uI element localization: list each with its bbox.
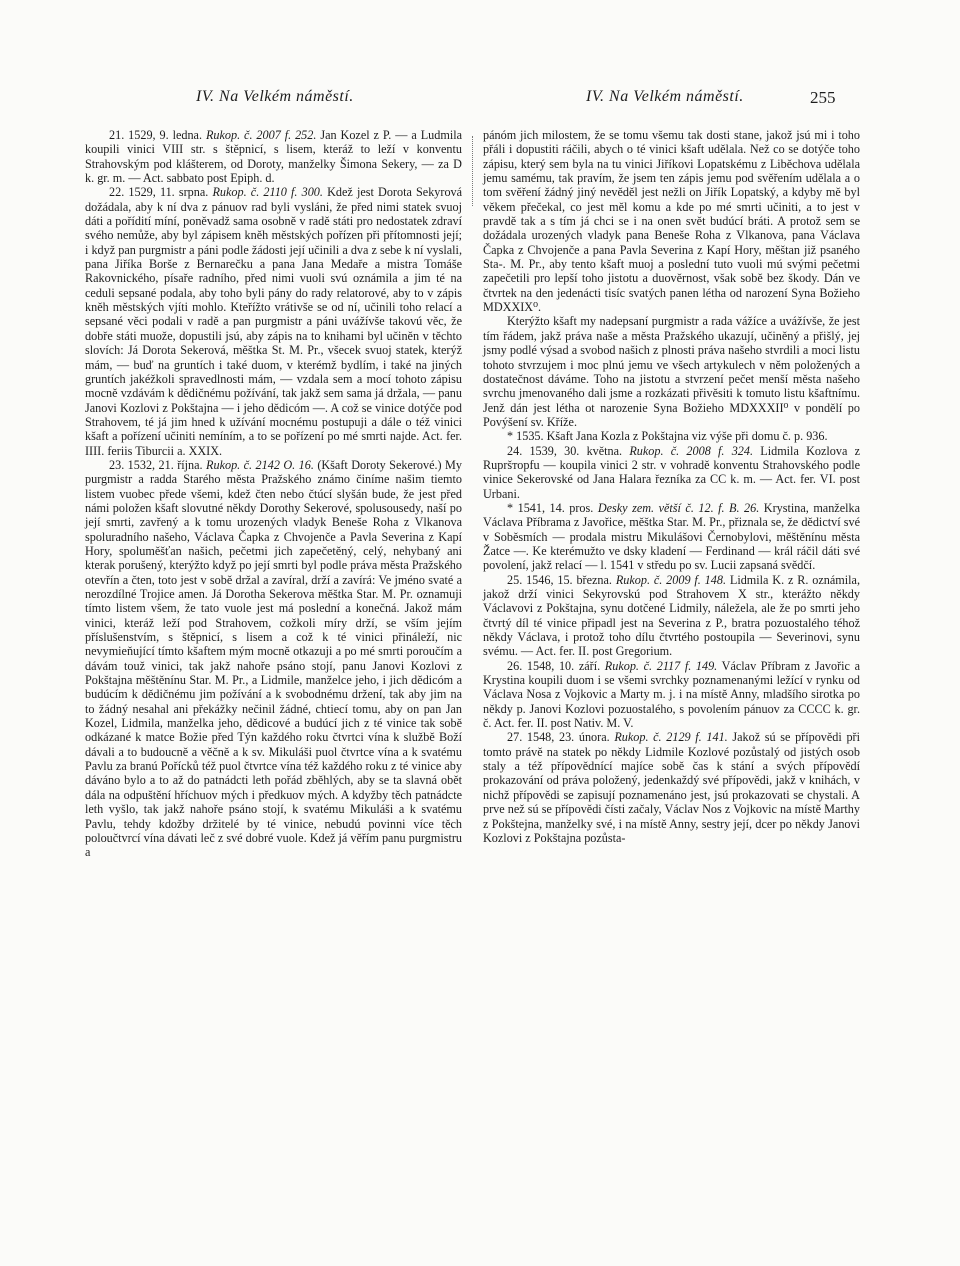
entry-lead: 21. 1529, 9. ledna. xyxy=(109,128,203,142)
entry-source: Desky zem. větší č. 12. f. B. 26. xyxy=(597,500,760,515)
entry-text: Lidmila K. z R. oznámila, jakož drží vinici Sekyrovskú pod Strahovem X str., kterážto někdy Václavovi z Pokštajna, synu dotčené Lidmily, náležela, ale že po smrti jeho čtvrtý díl té vinice připadl jest na Severina z P., bratra pozuostalého téhož někdy Václava, i protož toho dílu čtvrtého postoupila — Severinovi, synu svému. — Act. fer. II. post Gregorium. xyxy=(483,572,861,659)
entry-text: Jan Kozel z P. — a Ludmila koupili vinici VIII str. s štěpnicí, s lisem, kteráž to leží v konventu Strahovským pod klášterem, od Doroty, manželky Šimona Sekery, — za D k. gr. m. — Act. sabbato post Epiph. d. xyxy=(85,128,463,186)
left-column xyxy=(85,128,462,860)
entry-text: (Kšaft Doroty Sekerové.) My purgmistr a radda Starého města Pražského známo činíme našim tiemto listem vuobec přede všemi, kdež čten nebo čtúcí slyšán bude, že jest před námi položen kšaft slovutné někdy Dorothy Sekerové, spolusousedy, naší po její smrti, zavřený a k tomu urozených vladyk Beneše Roha z Vlkanova spoluradního našeho, Václava Čapka z Chvojenče a Pavla Severina z Kapí Hory, spoluměšťan našich, pečetmi jich zapečetěný, celý, nehybaný ani kterak porušený, kterýžto když po její smrti byl podle práva města Pražského otevřín a čten, toto jest v sobě držal a zavíral, drží a zavírá: Ve jméno svaté a nerozdílné Trojice amen. Já Dorotha Sekerova měštka Star. M. Pr. oznamuji tímto listem všem, že tato vuole jest má poslední a konečná. Jakož mám vinici, kteráž leží pod Strahovem, cožkoli míry drží, se vším jejím příslušenstvím, s štěpnicí, s lisem a což k té vinici přináleží, nic nevymieňující tímto kšaftem mým mocně otkazuji a po mé smrti poroučím a dávám touž vinici, tak jakž nahoře psáno stojí, panu Janovi Kozlovi z Pokštajna měštěnínu Star. M. Pr., a Lidmile, manželce jeho, i jich dědicóm a budúcím k dědičnému jim požívání a k svobodnému držení, tak aby jim na to žádný nesahal ani překážky nečinil žádné, chtiecí tomu, aby on pan Jan Kozel, Lidmila, manželka jeho, dědicové a budúcí jich z té vinice tak sobě odkázané k matce Božie před Týn každého roku čtvrtci vína k službě Boží dávali a to budoucně a věčně a k sv. Mikuláši puol čtvrtce vína a k svatému Pavlu za branú Pořícků též puol čtvrtce vína též každého roku z té vinice aby dáváno bylo a to až do patnádcti leth pořád zběhlých, aby se ta slavná obět dála na odpuštění hříchuov mých i předkuov mých. A kdyžby těch patnádcte leth vyšlo, tak jakž nahoře psáno stojí, k svatému Mikuláši a k svatému Pavlu, tehdy kdožby držitelé by té vinice, nebudú povinni více těch poloučtvrcí vína dávati leč z své dobré vuole. Kdež já věřím panu purgmistru a xyxy=(85,457,462,860)
entry-lead: 23. 1532, 21. října. xyxy=(109,457,203,472)
entry-source: Rukop. č. 2129 f. 141. xyxy=(614,730,728,745)
entry-27 xyxy=(483,730,860,845)
entry-1535 xyxy=(483,429,860,443)
entry-text: Kšaft Jana Kozla z Pokštajna viz výše při domu č. p. 936. xyxy=(546,429,828,444)
entry-lead: 27. 1548, 23. února. xyxy=(507,730,610,745)
entry-25 xyxy=(483,573,860,659)
entry-text: Lidmila Kozlova z Rupršторfu — koupila vinici 2 str. v vohradě konventu Strahovského podle vinice Sekerovské od Jana Halara řezníka za CC k. m. — Act. fer. VI. post Urbani. xyxy=(483,443,861,501)
column-divider xyxy=(472,136,473,206)
entry-21 xyxy=(85,128,462,185)
entry-lead: 26. 1548, 10. září. xyxy=(507,658,601,673)
running-title-left: IV. Na Velkém náměstí. xyxy=(196,88,354,105)
right-column xyxy=(483,128,860,845)
entry-text: Jakož sú se přípovědi při tomto právě na statek po někdy Lidmile Kozlové pozůstalý od jistých osob staly a též přípovědnící majíce sobě čas k stání a svých přípovědí prokazování od práva položený, jedenkaždý své přípovědi, jakž v knihách, v nichž přípovědi se zapisují poznamenáno jest, jsú prokazovati se chystali. A prve než sú se přípovědi čísti začaly, Václav Nos z Vojkovic na místě Marthy z Pokštejna, manželky své, i na místě Anny, sestry její, dcer po někdy Janovi Kozlovi z Pokštajna pozůsta- xyxy=(483,730,860,845)
entry-source: Rukop. č. 2009 f. 148. xyxy=(615,572,727,587)
page-number: 255 xyxy=(810,88,836,107)
entry-source: Rukop. č. 2008 f. 324. xyxy=(629,443,754,458)
entry-23 xyxy=(85,458,462,860)
entry-text: Kterýžto kšaft my nadepsaní purgmistr a rada vážíce a uvážívše, že jest tím řádem, jakž práva naše a města Pražského ukazují, učiněný a přišlý, jej jsmy podlé výsad a svobod našich z plnosti práva našeho stvrdili a moci listu tohoto stvrzujem i moc plnú jemu ve všech artykulech v něm položených a dostatečnost dáváme. Toho na jistotu a stvrzení pečet menší města našeho svrchu jmenovaného dali jsme a rozkázati přivěsiti k tomuto listu kšaftnímu. Jenž dán jest létha ot narozenie Syna Božieho MDXXXII⁰ v pondělí po Povýšení sv. Kříže. xyxy=(483,314,860,429)
entry-source: Rukop. č. 2007 f. 252. xyxy=(205,128,317,142)
entry-lead: 25. 1546, 15. března. xyxy=(507,572,612,587)
entry-24 xyxy=(483,444,860,501)
entry-text: Václav Příbram z Javořic a Krystina koupili duom i se všemi svrchky poznamenanými ležící v rynku od Václava Nosa z Vojkovic a Marty m. j. i na místě Anny, mladšího sirotka po někdy p. Janovi Kozlovi pozuostalého, s povolením pánuov za CCCC k. gr. č. Act. fer. II. post Nativ. M. V. xyxy=(483,658,861,731)
entry-lead: 22. 1529, 11. srpna. xyxy=(109,185,209,200)
entry-source: Rukop. č. 2142 O. 16. xyxy=(206,457,314,472)
entry-source: Rukop. č. 2110 f. 300. xyxy=(212,185,323,200)
entry-22 xyxy=(85,185,462,458)
running-title-right: IV. Na Velkém náměstí. xyxy=(586,88,744,105)
entry-text: Krystina, manželka Václava Příbrama z Javořice, měštka Star. M. Pr., přiznala se, že dědictví své v Soběsmích — prodala mistru Mikulášovi Černobylovi, měštěnínu města Žatce —. Ke kterémužto ve dsky kladení — Ferdinand — král ráčil dáti své povolení, jakž relací — l. 1541 v středu po sv. Lucii zapsaná svědčí. xyxy=(483,500,861,573)
entry-lead: * 1541, 14. pros. xyxy=(507,500,594,515)
entry-23-continued xyxy=(483,128,860,314)
page-header xyxy=(0,88,960,112)
entry-lead: * 1535. xyxy=(507,429,544,444)
entry-text: Kdež jest Dorota Sekyrová dožádala, aby k ní dva z pánuov rad byli vysláni, že před nimi statek svuoj dáti a pořídití míní, poněvadž sama osobně v radě státi pro nedostatek zdraví svého nemůže, aby byl zápisem kněh městských pořízen při přítomnosti její; i když pan purgmistr a páni podle žádosti její učinili a dva z sebe k ní vyslali, pana Jiříka Borše z Bernarečku a pana Jana Medaře a mistra Tomáše Rakovnického, písaře radního, před nimi vuoli svú oznámila a jim té na ceduli sepsané podala, aby toho byli pány do rady relatorové, aby to v zápis kněh městských vjíti mohlo. Kteřížto vrátivše se od ní, učinili toho relací a sepsané věci podali v radě a pan purgmistr a páni uvážívše takovú věc, že dobře státi muože, dopustili jsú, aby zápis na to knihami byl učiněn v těchto slovích: Já Dorota Sekerová, měštka St. M. Pr., všecek svuoj statek, kterýž mám, — buď na gruntích i také duom, v kterémž bydlím, i také na jiných gruntích jakéžkoli spravedlnosti mám, — vzdala sem a mocí tohoto zápisu mocně vzdávám k dědičnému požívání, tak jakž sem sama já držala, — panu Janovi Kozlovi z Pokštajna — i jeho dědicóm —. A což se vinice dotýče pod Strahovem, té já jim hned k užívání mocnému postupuji a dále o též vinici kšaft a pořízení učiniti nemíním, a to se pořízení po mé smrti najde. Act. fer. IIII. feriis Tiburcii a. XXIX. xyxy=(85,185,463,458)
entry-lead: 24. 1539, 30. května. xyxy=(507,443,623,458)
entry-text: pánóm jich milostem, že se tomu všemu tak dosti stane, jakož jsú mi i toho přáli i dopustiti ráčili, abych o té vinici kšaft udělala. Než co se dotýče toho zápisu, který sem byla na tu vinici Jiříkovi Lopatskému z Liběchova udělala jemu samému, tak pravím, že jsem ten zápis jemu pod svěřením udělala a o tom svěření žádný jiný nevěděl jest nežli on Jiřík Lopatský, a kdyby mě byl věkem přečekal, co jest měl komu a kde po mé smrti učiniti, a to jest v pravdě tak a s tím já chci se i na onen svět budúcí bráti. A protož sem se dožádala urozených vladyk pana Beneše Roha z Vlkanova, pana Václava Čapka z Chvojenče a pana Pavla Severina z Kapí Hory, měštan již psaného Sta-. M. Pr., aby tento kšaft muoj a poslední tuto vuoli mú svými pečetmi zapečetili pro lepší toho jistotu a duověrnost, však sobě bez škody. Dán ve čtvrtek na den jedenácti tisíc svatých panen létha od narození Syna Božieho MDXXIX⁰. xyxy=(483,128,860,315)
entry-23-confirmation xyxy=(483,314,860,429)
entry-source: Rukop. č. 2117 f. 149. xyxy=(604,658,718,673)
entry-26 xyxy=(483,659,860,731)
entry-1541 xyxy=(483,501,860,573)
